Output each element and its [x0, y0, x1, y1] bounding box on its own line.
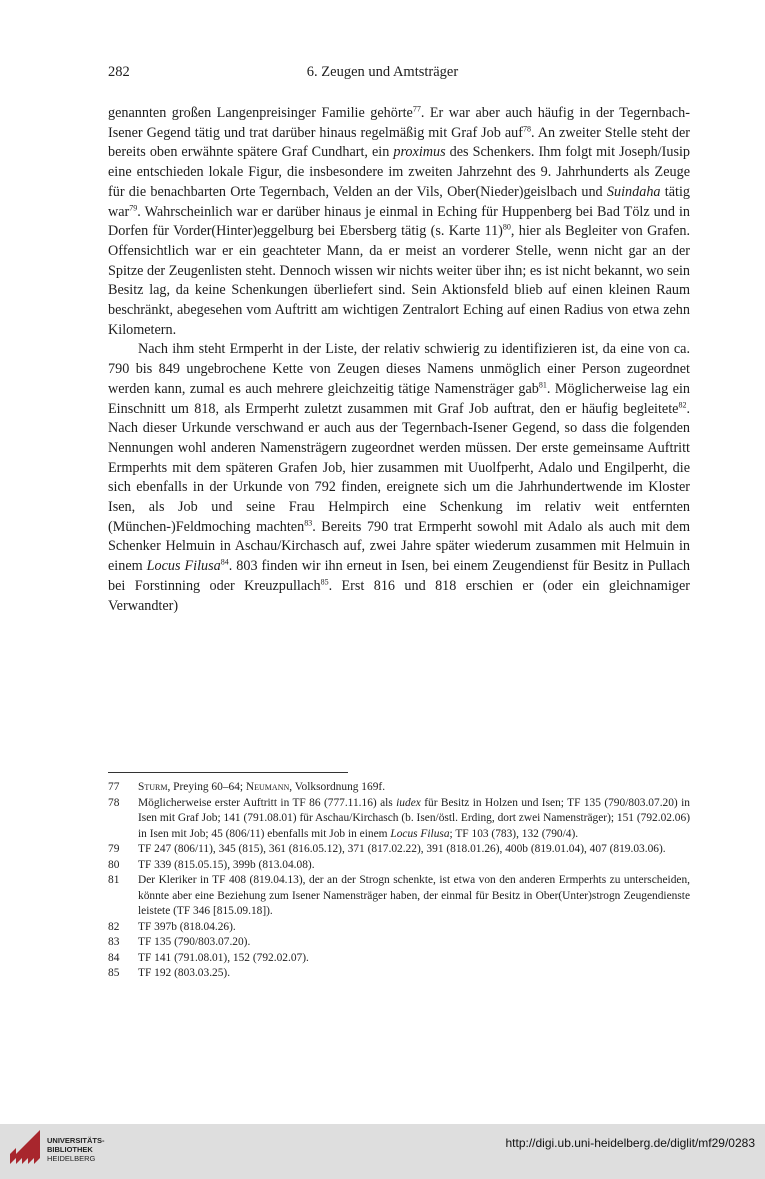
running-title: 6. Zeugen und Amtsträger [306, 64, 459, 80]
footnote-77: 77 Sturm, Preying 60–64; Neumann, Volksordnung 169f. [108, 781, 386, 793]
footnote-ref-79[interactable]: 79 [129, 202, 138, 212]
source-url-link[interactable]: http://digi.ub.uni-heidelberg.de/diglit/mf29/0283 [505, 1136, 755, 1150]
paragraph-2: Nach ihm steht Ermperht in der Liste, der relativ schwierig zu identifizieren ist, da eine von ca. 790 bis 849 ungebrochene Kette von Zeugen dieses Namens unmöglich einer Person zugeordnet werden kann, zumal es auch mehrere gleichzeitig tätige Namensträger gab$^{81}$. Möglicherweise lag ein Einschnitt um 818, als Ermperht zuletzt zusammen mit Graf Job auftrat, den er häufig begleitete$^{82}$. Nach dieser Urkunde verschwand er auch aus der Tegernbach-Isener Gegend, so dass die folgenden Nennungen wohl anderen Namensträgern zugeordnet werden müssen. Der erste gemeinsame Auftritt Ermperhts mit dem späteren Grafen Job, hier zusammen mit Uuolfperht, Adalo und Engilperht, die sich ebenfalls in der Urkunde von 792 finden, ereignete sich um die Jahrhundertwende im Kloster Isen, als Job und seine Frau Helmpirch eine Schenkung im relativ weit entfernten (München-)Feldmoching machten$^{83}$. Bereits 790 trat Ermperht sowohl mit Adalo als auch mit dem Schenker Helmuin in Aschau/Kirchasch auf, zwei Jahre später wiederum zusammen mit Helmuin in einem Locus Filusa$^{84}$. 803 finden wir ihn erneut in Isen, bei einem Zeugendienst für Besitz in Pullach bei Forstinning oder Kreuzpullach$^{85}$. Erst 816 und 818 erschien er (oder ein gleichnamiger Verwandter) [108, 341, 691, 614]
footnote-separator [108, 772, 348, 773]
footnote-ref-83[interactable]: 83 [304, 518, 313, 528]
footnote-78: 78 Möglicherweise erster Auftritt in TF 86 (777.11.16) als iudex für Besitz in Holzen und Isen; TF 135 (790/803.07.20) in Isen mit Graf Job; 141 (791.08.01) für Aschau/Kirchasch (b. Isen/östl. Erding, dort zwei Namensträger); 151 (792.02.06) in Isen mit Job; 45 (806/11) ebenfalls mit Job in einem Locus Filusa; TF 103 (783), 132 (790/4). [108, 796, 690, 840]
footnote-ref-84[interactable]: 84 [220, 557, 229, 567]
footnote-ref-77[interactable]: 77 [412, 104, 421, 114]
footnote-ref-78[interactable]: 78 [522, 123, 531, 133]
footnote-83: 83 TF 135 (790/803.07.20). [108, 936, 251, 948]
footnote-80: 80 TF 339 (815.05.15), 399b (813.04.08). [108, 858, 315, 871]
footer-bar [0, 1124, 765, 1179]
footnote-79: 79 TF 247 (806/11), 345 (815), 361 (816.05.12), 371 (817.02.22), 391 (818.01.26), 400b (819.01.04), 407 (819.03.06). [108, 843, 666, 855]
footnote-ref-80[interactable]: 80 [502, 222, 511, 232]
library-name: UNIVERSITÄTS- BIBLIOTHEK HEIDELBERG [47, 1136, 105, 1163]
footnote-84: 84 TF 141 (791.08.01), 152 (792.02.07). [108, 951, 309, 964]
page-number: 282 [108, 64, 130, 80]
university-library-logo-icon[interactable] [8, 1130, 42, 1166]
footnote-ref-85[interactable]: 85 [320, 577, 329, 587]
paragraph-1: genannten großen Langenpreisinger Familie gehörte$^{77}$. Er war aber auch häufig in der Tegernbach-Isener Gegend tätig und trat darüber hinaus regelmäßig mit Graf Job auf$^{78}$. An zweiter Stelle steht der bereits oben erwähnte spätere Graf Cundhart, ein proximus des Schenkers. Ihm folgt mit Joseph/Iusip eine entschieden lokale Figur, die insbesondere im zweiten Jahrzehnt des 9. Jahrhunderts als Zeuge für die benachbarten Orte Tegernbach, Velden an der Vils, Ober(Nieder)geislbach und Suindaha tätig war$^{79}$. Wahrscheinlich war er darüber hinaus je einmal in Eching für Huppenberg bei Bad Tölz und in Dorfen für Vorder(Hinter)eggelburg bei Ebersberg tätig (s. Karte 11)$^{80}$, hier als Begleiter von Grafen. Offensichtlich war er ein geachteter Mann, da er meist an vorderer Stelle, wenn nicht gar an der Spitze der Zeugenlisten steht. Dennoch wissen wir nichts weiter über ihn; es ist nicht bekannt, wo sein Besitz lag, da keine Schenkungen überliefert sind. Sein Aktionsfeld blieb auf einen kleinen Raum beschränkt, abegesehen vom Auftritt am wichtigen Zentralort Eching auf einen Radius von etwa zehn Kilometern. [108, 104, 691, 338]
footnote-ref-82[interactable]: 82 [678, 399, 687, 409]
body-text [108, 104, 690, 616]
footnotes [108, 780, 690, 982]
footnote-81: 81 Der Kleriker in TF 408 (819.04.13), der an der Strogn schenkte, ist etwa von den anderen Ermperhts zu unterscheiden, könnte aber eine Beziehung zum Isener Namensträger haben, der einmal für Besitz in Ober(Unter)strogn Zeugendienste leistete (TF 346 [815.09.18]). [108, 874, 690, 917]
footnote-ref-81[interactable]: 81 [538, 380, 547, 390]
footnote-82: 82 TF 397b (818.04.26). [108, 920, 236, 933]
footnote-85: 85 TF 192 (803.03.25). [108, 967, 231, 979]
